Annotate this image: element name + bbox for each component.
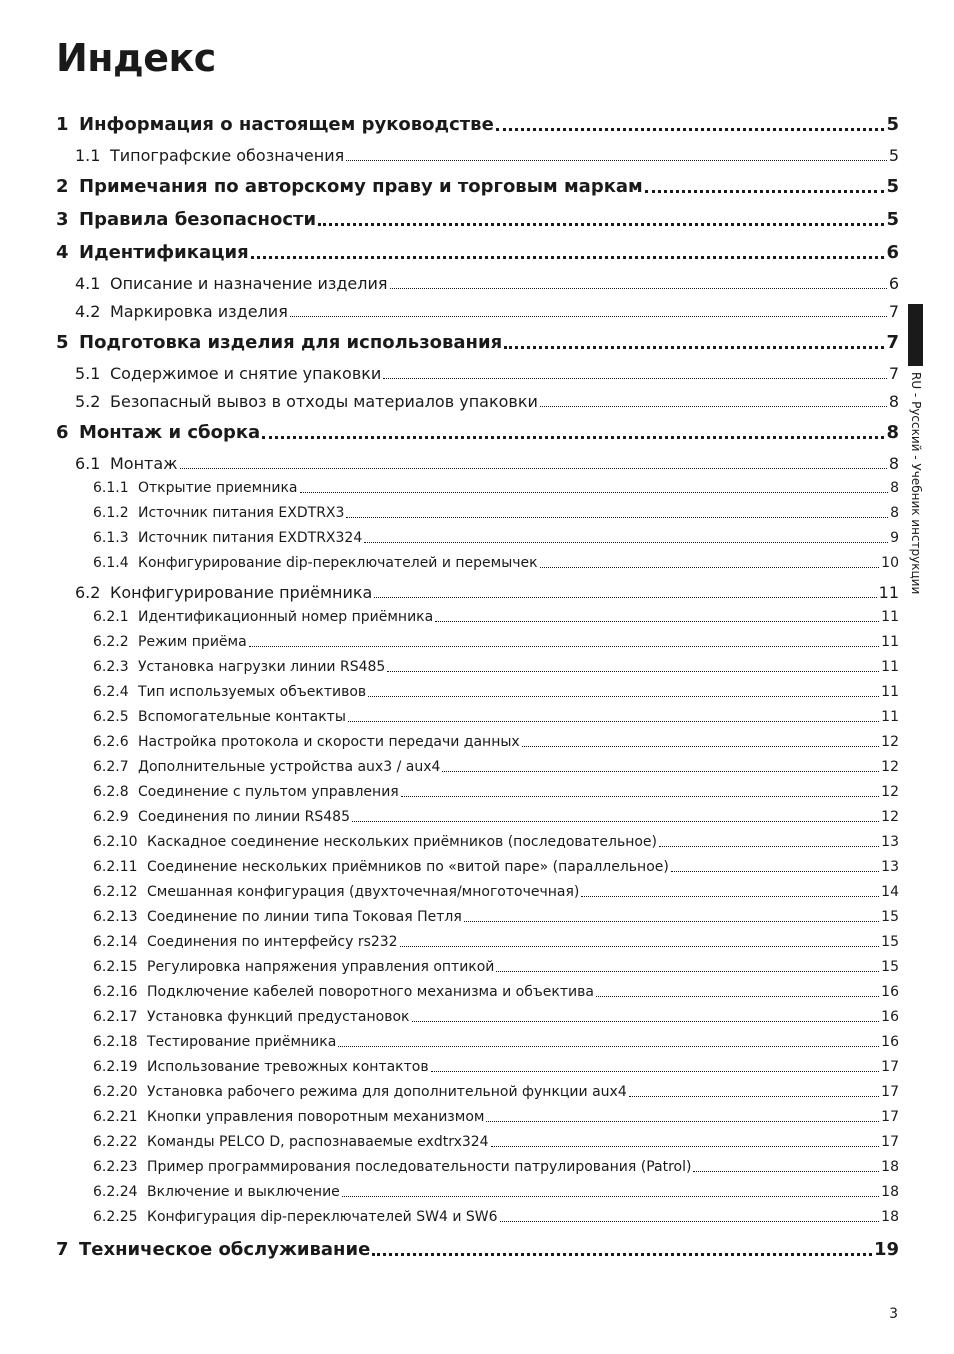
toc-entry-number: 6.2.11	[93, 859, 138, 875]
toc-dot-leader	[596, 996, 879, 997]
toc-entry-level1[interactable]	[56, 1239, 899, 1260]
toc-entry-label: Кнопки управления поворотным механизмом	[147, 1109, 485, 1125]
language-tab-label: RU - Русский - Учебник инструкции	[909, 372, 923, 595]
toc-entry-level1[interactable]	[56, 422, 899, 443]
toc-entry-page: 9	[890, 530, 899, 546]
toc-entry-number: 6.2.1	[93, 609, 129, 625]
toc-entry-level2[interactable]	[56, 583, 899, 602]
toc-entry-page: 12	[881, 759, 899, 775]
toc-entry-label: Соединение по линии типа Токовая Петля	[147, 909, 462, 925]
toc-entry-label: Смешанная конфигурация (двухточечная/многоточечная)	[147, 884, 580, 900]
toc-entry-number: 4.1	[75, 274, 101, 293]
toc-dot-leader	[338, 1046, 879, 1047]
toc-entry-page: 15	[881, 909, 899, 925]
toc-entry-number: 6.2.19	[93, 1059, 138, 1075]
toc-entry-label: Открытие приемника	[138, 480, 298, 496]
toc-entry-page: 8	[888, 392, 899, 411]
toc-entry-number: 6.2.14	[93, 934, 138, 950]
toc-entry-label: Соединения по интерфейсу rs232	[147, 934, 398, 950]
toc-entry-label: Тестирование приёмника	[147, 1034, 337, 1050]
toc-entry-level3[interactable]	[56, 1134, 899, 1150]
toc-entry-page: 17	[881, 1059, 899, 1075]
toc-entry-level3[interactable]	[56, 909, 899, 925]
toc-entry-page: 11	[881, 609, 899, 625]
toc-entry-number: 6.2.6	[93, 734, 129, 750]
toc-entry-page: 11	[881, 684, 899, 700]
toc-entry-page: 17	[881, 1084, 899, 1100]
toc-dot-leader	[251, 256, 885, 259]
toc-entry-number: 6	[56, 422, 69, 443]
toc-entry-page: 18	[881, 1184, 899, 1200]
toc-entry-label: Тип используемых объективов	[138, 684, 367, 700]
toc-entry-level3[interactable]	[56, 1009, 899, 1025]
toc-entry-page: 17	[881, 1134, 899, 1150]
toc-entry-page: 5	[888, 146, 899, 165]
toc-entry-page: 16	[881, 984, 899, 1000]
toc-entry-number: 1.1	[75, 146, 101, 165]
toc-entry-level2[interactable]	[56, 454, 899, 473]
toc-entry-level3[interactable]	[56, 1184, 899, 1200]
toc-entry-number: 6.2.9	[93, 809, 129, 825]
toc-dot-leader	[540, 406, 887, 407]
toc-dot-leader	[659, 846, 879, 847]
toc-entry-level1[interactable]	[56, 242, 899, 263]
toc-dot-leader	[442, 771, 879, 772]
toc-entry-level3[interactable]	[56, 505, 899, 521]
toc-entry-page: 8	[886, 422, 899, 443]
toc-dot-leader	[346, 160, 887, 161]
toc-entry-page: 13	[881, 859, 899, 875]
toc-entry-page: 7	[886, 332, 899, 353]
toc-entry-level3[interactable]	[56, 784, 899, 800]
toc-entry-label: Подготовка изделия для использования	[79, 332, 503, 353]
toc-entry-label: Использование тревожных контактов	[147, 1059, 429, 1075]
toc-entry-label: Примечания по авторскому праву и торговым маркам	[79, 176, 643, 197]
toc-entry-number: 6.2.7	[93, 759, 129, 775]
toc-dot-leader	[431, 1071, 880, 1072]
toc-dot-leader	[400, 946, 880, 947]
toc-entry-page: 5	[886, 176, 899, 197]
toc-entry-number: 5.2	[75, 392, 101, 411]
toc-entry-level3[interactable]	[56, 984, 899, 1000]
toc-dot-leader	[693, 1171, 879, 1172]
toc-entry-label: Безопасный вывоз в отходы материалов упаковки	[110, 392, 538, 411]
toc-entry-label: Источник питания EXDTRX324	[138, 530, 363, 546]
toc-dot-leader	[262, 436, 884, 439]
toc-dot-leader	[540, 567, 880, 568]
toc-entry-number: 6.1.2	[93, 505, 129, 521]
toc-entry-label: Включение и выключение	[147, 1184, 340, 1200]
toc-dot-leader	[464, 921, 879, 922]
toc-entry-page: 11	[881, 634, 899, 650]
toc-entry-label: Режим приёма	[138, 634, 247, 650]
toc-dot-leader	[249, 646, 880, 647]
toc-entry-level2[interactable]	[56, 274, 899, 293]
toc-entry-page: 8	[890, 505, 899, 521]
toc-entry-label: Установка рабочего режима для дополнительной функции aux4	[147, 1084, 627, 1100]
toc-entry-page: 14	[881, 884, 899, 900]
toc-entry-level2[interactable]	[56, 302, 899, 321]
page-number: 3	[889, 1306, 898, 1322]
toc-entry-level2[interactable]	[56, 364, 899, 383]
toc-entry-level3[interactable]	[56, 530, 899, 546]
toc-entry-level1[interactable]	[56, 332, 899, 353]
toc-dot-leader	[300, 492, 889, 493]
toc-entry-page: 16	[881, 1009, 899, 1025]
toc-dot-leader	[383, 378, 886, 379]
toc-entry-number: 7	[56, 1239, 69, 1260]
toc-dot-leader	[522, 746, 879, 747]
toc-entry-level3[interactable]	[56, 1159, 899, 1175]
toc-entry-label: Установка нагрузки линии RS485	[138, 659, 386, 675]
toc-entry-page: 12	[881, 809, 899, 825]
toc-entry-level3[interactable]	[56, 480, 899, 496]
toc-entry-label: Подключение кабелей поворотного механизма и объектива	[147, 984, 594, 1000]
toc-entry-label: Вспомогательные контакты	[138, 709, 346, 725]
toc-entry-number: 6.2.21	[93, 1109, 138, 1125]
toc-entry-level1[interactable]	[56, 209, 899, 230]
toc-entry-label: Конфигурирование приёмника	[110, 583, 373, 602]
toc-entry-number: 6.2.20	[93, 1084, 138, 1100]
toc-entry-number: 4	[56, 242, 69, 263]
toc-entry-page: 18	[881, 1209, 899, 1225]
toc-entry-label: Установка функций предустановок	[147, 1009, 410, 1025]
toc-entry-number: 6.2.22	[93, 1134, 138, 1150]
toc-entry-number: 6.2	[75, 583, 101, 602]
toc-entry-number: 6.2.13	[93, 909, 138, 925]
toc-entry-level3[interactable]	[56, 1059, 899, 1075]
toc-entry-page: 12	[881, 734, 899, 750]
language-tab-marker	[908, 304, 923, 366]
toc-dot-leader	[629, 1096, 879, 1097]
toc-entry-level3[interactable]	[56, 809, 899, 825]
toc-dot-leader	[342, 1196, 879, 1197]
toc-entry-label: Правила безопасности	[79, 209, 317, 230]
toc-dot-leader	[671, 871, 879, 872]
toc-entry-page: 8	[888, 454, 899, 473]
toc-entry-level3[interactable]	[56, 634, 899, 650]
toc-dot-leader	[290, 316, 887, 317]
toc-entry-level3[interactable]	[56, 834, 899, 850]
toc-entry-level3[interactable]	[56, 959, 899, 975]
toc-entry-level3[interactable]	[56, 759, 899, 775]
toc-entry-level3[interactable]	[56, 1034, 899, 1050]
toc-entry-number: 6.2.4	[93, 684, 129, 700]
toc-entry-level3[interactable]	[56, 684, 899, 700]
page-title: Индекс	[56, 36, 216, 80]
toc-entry-number: 6.2.12	[93, 884, 138, 900]
toc-entry-page: 18	[881, 1159, 899, 1175]
toc-entry-page: 16	[881, 1034, 899, 1050]
toc-entry-number: 6.2.2	[93, 634, 129, 650]
toc-entry-level3[interactable]	[56, 709, 899, 725]
toc-entry-level3[interactable]	[56, 934, 899, 950]
toc-dot-leader	[352, 821, 879, 822]
toc-entry-page: 12	[881, 784, 899, 800]
toc-entry-level2[interactable]	[56, 392, 899, 411]
toc-entry-level2[interactable]	[56, 146, 899, 165]
toc-entry-number: 6.2.8	[93, 784, 129, 800]
toc-entry-label: Идентификационный номер приёмника	[138, 609, 434, 625]
toc-entry-level3[interactable]	[56, 659, 899, 675]
toc-entry-level3[interactable]	[56, 1084, 899, 1100]
toc-entry-page: 5	[886, 114, 899, 135]
toc-entry-number: 6.2.15	[93, 959, 138, 975]
toc-entry-number: 6.2.23	[93, 1159, 138, 1175]
toc-entry-page: 15	[881, 959, 899, 975]
toc-dot-leader	[374, 597, 876, 598]
toc-entry-level3[interactable]	[56, 609, 899, 625]
toc-entry-page: 7	[888, 364, 899, 383]
toc-entry-label: Команды PELCO D, распознаваемые exdtrx324	[147, 1134, 489, 1150]
toc-entry-number: 1	[56, 114, 69, 135]
toc-entry-level3[interactable]	[56, 555, 899, 571]
toc-entry-label: Монтаж и сборка	[79, 422, 261, 443]
toc-dot-leader	[180, 468, 887, 469]
toc-entry-number: 5.1	[75, 364, 101, 383]
toc-entry-page: 19	[873, 1239, 899, 1260]
toc-entry-page: 11	[878, 583, 899, 602]
toc-entry-level3[interactable]	[56, 884, 899, 900]
toc-dot-leader	[496, 128, 885, 131]
toc-dot-leader	[346, 517, 888, 518]
toc-dot-leader	[390, 288, 887, 289]
toc-dot-leader	[401, 796, 879, 797]
toc-entry-label: Содержимое и снятие упаковки	[110, 364, 382, 383]
toc-entry-number: 6.2.3	[93, 659, 129, 675]
toc-entry-level3[interactable]	[56, 734, 899, 750]
toc-dot-leader	[348, 721, 879, 722]
toc-entry-level1[interactable]	[56, 176, 899, 197]
toc-entry-label: Монтаж	[110, 454, 178, 473]
toc-entry-label: Пример программирования последовательности патрулирования (Patrol)	[147, 1159, 692, 1175]
toc-dot-leader	[435, 621, 879, 622]
toc-entry-page: 17	[881, 1109, 899, 1125]
toc-entry-label: Маркировка изделия	[110, 302, 288, 321]
toc-entry-number: 6.1.1	[93, 480, 129, 496]
toc-entry-level3[interactable]	[56, 1109, 899, 1125]
toc-entry-label: Информация о настоящем руководстве	[79, 114, 494, 135]
toc-entry-number: 3	[56, 209, 69, 230]
toc-entry-page: 6	[886, 242, 899, 263]
toc-entry-label: Конфигурация dip-переключателей SW4 и SW6	[147, 1209, 498, 1225]
toc-entry-page: 10	[881, 555, 899, 571]
toc-entry-number: 6.2.5	[93, 709, 129, 725]
toc-dot-leader	[486, 1121, 879, 1122]
toc-entry-page: 13	[881, 834, 899, 850]
toc-entry-label: Настройка протокола и скорости передачи данных	[138, 734, 520, 750]
toc-dot-leader	[500, 1221, 880, 1222]
toc-dot-leader	[372, 1253, 872, 1256]
toc-entry-label: Описание и назначение изделия	[110, 274, 388, 293]
toc-entry-label: Техническое обслуживание	[79, 1239, 371, 1260]
toc-entry-page: 8	[890, 480, 899, 496]
toc-entry-page: 7	[888, 302, 899, 321]
toc-entry-label: Каскадное соединение нескольких приёмников (последовательное)	[147, 834, 657, 850]
toc-dot-leader	[318, 223, 884, 226]
toc-dot-leader	[387, 671, 879, 672]
toc-entry-label: Дополнительные устройства aux3 / aux4	[138, 759, 441, 775]
toc-dot-leader	[364, 542, 888, 543]
toc-dot-leader	[491, 1146, 880, 1147]
toc-entry-level1[interactable]	[56, 114, 899, 135]
toc-entry-page: 5	[886, 209, 899, 230]
toc-entry-number: 6.2.18	[93, 1034, 138, 1050]
toc-entry-number: 6.1.4	[93, 555, 129, 571]
toc-entry-number: 6.2.16	[93, 984, 138, 1000]
toc-entry-page: 15	[881, 934, 899, 950]
toc-entry-number: 5	[56, 332, 69, 353]
toc-entry-number: 2	[56, 176, 69, 197]
toc-dot-leader	[368, 696, 879, 697]
toc-entry-label: Регулировка напряжения управления оптикой	[147, 959, 495, 975]
toc-entry-label: Соединение нескольких приёмников по «витой паре» (параллельное)	[147, 859, 669, 875]
toc-dot-leader	[496, 971, 879, 972]
toc-entry-page: 6	[888, 274, 899, 293]
toc-entry-page: 11	[881, 709, 899, 725]
toc-entry-label: Типографские обозначения	[110, 146, 345, 165]
toc-dot-leader	[412, 1021, 880, 1022]
toc-entry-number: 6.1.3	[93, 530, 129, 546]
toc-dot-leader	[581, 896, 879, 897]
toc-entry-label: Конфигурирование dip-переключателей и перемычек	[138, 555, 538, 571]
toc-entry-label: Источник питания EXDTRX3	[138, 505, 345, 521]
toc-entry-level3[interactable]	[56, 1209, 899, 1225]
toc-entry-number: 6.2.10	[93, 834, 138, 850]
toc-entry-page: 11	[881, 659, 899, 675]
toc-entry-label: Соединения по линии RS485	[138, 809, 350, 825]
toc-entry-label: Идентификация	[79, 242, 249, 263]
toc-entry-label: Соединение с пультом управления	[138, 784, 399, 800]
toc-entry-number: 6.1	[75, 454, 101, 473]
toc-dot-leader	[645, 190, 885, 193]
toc-entry-level3[interactable]	[56, 859, 899, 875]
toc-entry-number: 6.2.24	[93, 1184, 138, 1200]
toc-entry-number: 6.2.25	[93, 1209, 138, 1225]
toc-entry-number: 4.2	[75, 302, 101, 321]
toc-entry-number: 6.2.17	[93, 1009, 138, 1025]
toc-dot-leader	[504, 346, 884, 349]
